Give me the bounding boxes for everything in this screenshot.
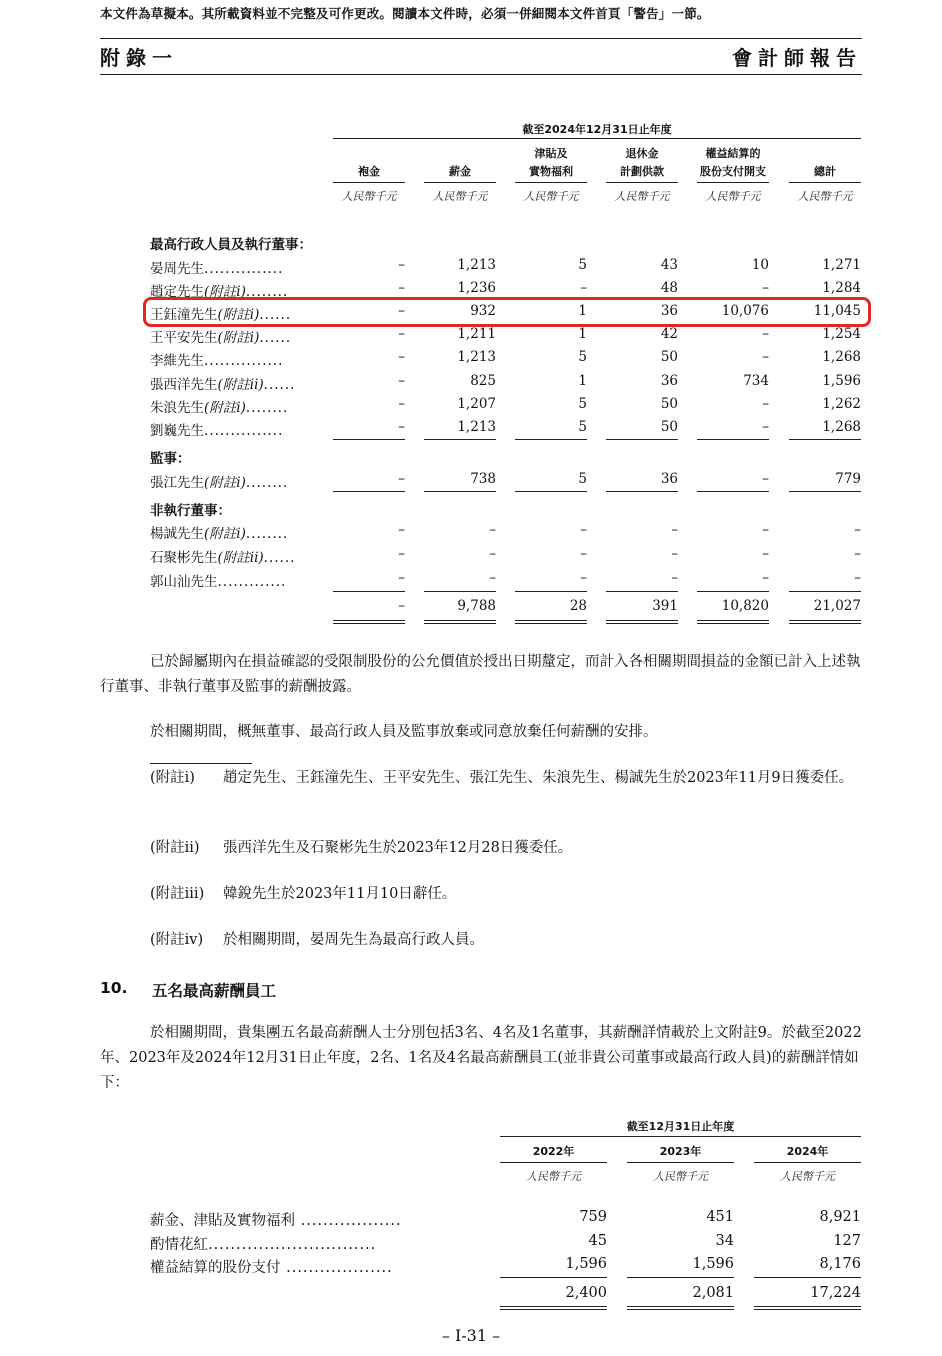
sum-rule xyxy=(500,1277,607,1278)
table-row xyxy=(0,396,942,416)
director-name: 晏周先生 xyxy=(150,261,204,277)
sum-rule xyxy=(697,491,769,492)
row-label xyxy=(150,257,283,277)
table2-period-rule xyxy=(500,1136,861,1137)
column-header-rule xyxy=(789,182,861,183)
sum-rule xyxy=(515,620,587,621)
sum-rule xyxy=(789,439,861,440)
table-cell: 825 xyxy=(470,373,496,389)
sum-rule xyxy=(697,591,769,592)
sum-rule xyxy=(333,491,405,492)
table-cell: 50 xyxy=(660,419,678,435)
table-cell: – xyxy=(398,349,405,365)
emolument-cell: 1,596 xyxy=(692,1256,734,1272)
total-cell: 2,400 xyxy=(565,1285,607,1301)
sum-rule-double xyxy=(754,1309,861,1310)
year-unit: 人民幣千元 xyxy=(653,1170,708,1183)
leader-dots: ........ xyxy=(245,400,289,416)
emolument-cell: 759 xyxy=(579,1209,607,1225)
director-name: 張江先生 xyxy=(150,475,204,491)
sum-rule xyxy=(754,1306,861,1307)
table-cell: 11,045 xyxy=(813,303,861,319)
emolument-cell: 45 xyxy=(588,1233,607,1249)
sum-rule-double xyxy=(333,623,405,624)
sum-rule xyxy=(333,439,405,440)
sum-rule xyxy=(789,491,861,492)
table-cell: 43 xyxy=(660,257,678,273)
table-cell: – xyxy=(398,326,405,342)
sum-rule xyxy=(754,1277,861,1278)
table-cell: 1,268 xyxy=(822,419,861,435)
sum-rule xyxy=(789,591,861,592)
column-header-rule xyxy=(515,182,587,183)
row-label xyxy=(150,349,283,369)
table-row xyxy=(0,522,942,542)
table-cell: – xyxy=(854,546,861,562)
table-cell: – xyxy=(854,570,861,586)
table-cell: – xyxy=(489,570,496,586)
column-header-line1: 津貼及 xyxy=(534,147,568,160)
column-header-line1: 權益結算的 xyxy=(705,147,761,160)
table-cell: – xyxy=(580,522,587,538)
table-cell: – xyxy=(762,546,769,562)
highlight-box xyxy=(143,297,871,327)
total-cell: 10,820 xyxy=(721,598,769,614)
header-rule xyxy=(100,38,862,39)
sum-rule xyxy=(424,439,496,440)
table1-period-rule xyxy=(333,138,861,139)
table-cell: 10 xyxy=(751,257,769,273)
director-name: 朱浪先生 xyxy=(150,400,204,416)
table-cell: 1,596 xyxy=(822,373,861,389)
column-header-line2: 袍金 xyxy=(358,165,380,178)
director-name: 趙定先生 xyxy=(150,284,204,300)
header-bottom-rule xyxy=(100,74,862,75)
year-rule xyxy=(627,1162,734,1163)
note-tag: (附註iv) xyxy=(150,932,204,948)
table-cell: – xyxy=(398,257,405,273)
sum-rule xyxy=(697,620,769,621)
draft-disclaimer: 本文件為草擬本。其所載資料並不完整及可作更改。閱讀本文件時，必須一併細閱本文件首頁「警告」一節。 xyxy=(100,6,710,21)
row-label xyxy=(150,546,295,566)
column-unit: 人民幣千元 xyxy=(523,190,579,203)
sum-rule xyxy=(606,439,678,440)
note-ref: (附註i) xyxy=(204,475,246,491)
leader-dots: ........ xyxy=(245,284,289,300)
table-cell: 1,284 xyxy=(822,280,861,296)
paragraph-share-fair-value: 已於歸屬期內在損益確認的受限制股份的公允價值於授出日期釐定，而計入各相關期間損益的金額已計入上述執行董事、非執行董事及監事的薪酬披露。 xyxy=(100,654,861,695)
year-rule xyxy=(500,1162,607,1163)
table-cell: – xyxy=(671,546,678,562)
table-cell: 50 xyxy=(660,349,678,365)
leader-dots: ........ xyxy=(245,526,289,542)
sum-rule xyxy=(606,491,678,492)
row-label xyxy=(150,471,288,491)
table-cell: – xyxy=(762,522,769,538)
column-header-rule xyxy=(697,182,769,183)
column-unit: 人民幣千元 xyxy=(705,190,761,203)
table-row xyxy=(0,546,942,566)
total-cell: 28 xyxy=(569,598,587,614)
emolument-label xyxy=(150,1209,402,1230)
note-tag: (附註ii) xyxy=(150,840,200,856)
table-cell: – xyxy=(398,546,405,562)
year-header: 2022年 xyxy=(532,1145,575,1158)
table-cell: 1 xyxy=(578,303,587,319)
year-header: 2023年 xyxy=(659,1145,702,1158)
table-cell: – xyxy=(398,373,405,389)
table-cell: 10,076 xyxy=(721,303,769,319)
leader-dots: ............... xyxy=(204,423,284,439)
director-name: 王鈺潼先生 xyxy=(150,307,218,323)
table-cell: 1,213 xyxy=(457,419,496,435)
sum-rule-double xyxy=(697,623,769,624)
row-label xyxy=(150,570,286,590)
column-header-line2: 總計 xyxy=(814,165,836,178)
note-ref: (附註i) xyxy=(204,284,246,300)
leader-dots: ...... xyxy=(263,377,296,393)
table-cell: 738 xyxy=(470,471,496,487)
sum-rule xyxy=(606,591,678,592)
note-text: 於相關期間，晏周先生為最高行政人員。 xyxy=(223,932,484,948)
table-row xyxy=(0,326,942,346)
appendix-label: 附錄一 xyxy=(100,46,178,70)
sum-rule xyxy=(424,491,496,492)
director-name: 李維先生 xyxy=(150,353,204,369)
note-ref: (附註i) xyxy=(204,400,246,416)
director-name: 石聚彬先生 xyxy=(150,550,218,566)
column-header-rule xyxy=(424,182,496,183)
table-cell: 1 xyxy=(578,373,587,389)
table-cell: – xyxy=(489,546,496,562)
sum-rule xyxy=(627,1306,734,1307)
table-cell: – xyxy=(398,570,405,586)
leader-dots: ...... xyxy=(259,330,292,346)
table-cell: 1,236 xyxy=(457,280,496,296)
table-cell: 1,211 xyxy=(457,326,496,342)
row-label xyxy=(150,396,288,416)
table2-period: 截至12月31日止年度 xyxy=(626,1120,735,1133)
sum-rule xyxy=(333,591,405,592)
column-header-rule xyxy=(333,182,405,183)
column-header-line2: 薪金 xyxy=(449,165,471,178)
section-supervisors: 監事： xyxy=(150,451,191,467)
sum-rule xyxy=(515,591,587,592)
report-title: 會計師報告 xyxy=(732,46,862,70)
table-cell: – xyxy=(580,280,587,296)
total-cell: 17,224 xyxy=(810,1285,861,1301)
emolument-cell: 34 xyxy=(715,1233,734,1249)
director-name: 張西洋先生 xyxy=(150,377,218,393)
total-cell: 2,081 xyxy=(692,1285,734,1301)
section10-paragraph: 於相關期間，貴集團五名最高薪酬人士分別包括3名、4名及1名董事，其薪酬詳情載於上文附註9。於截至2022年、2023年及2024年12月31日止年度，2名、1名及4名最高薪酬員工(並非貴公司董事或最高行政人員)的薪酬詳情如下： xyxy=(100,1025,862,1091)
director-name: 郭山汕先生 xyxy=(150,574,218,590)
note-tag: (附註iii) xyxy=(150,886,205,902)
emolument-label xyxy=(150,1233,376,1254)
leader-dots: .............................. xyxy=(208,1237,377,1253)
table-cell: – xyxy=(398,303,405,319)
table-cell: 5 xyxy=(578,419,587,435)
emolument-cell: 127 xyxy=(833,1233,861,1249)
table-cell: – xyxy=(762,349,769,365)
table1-period: 截至2024年12月31日止年度 xyxy=(522,123,672,136)
year-rule xyxy=(754,1162,861,1163)
emolument-name: 薪金、津貼及實物福利 xyxy=(150,1213,295,1229)
row-label xyxy=(150,373,295,393)
table-cell: 1 xyxy=(578,326,587,342)
sum-rule-double xyxy=(606,623,678,624)
table-cell: 36 xyxy=(660,303,678,319)
sum-rule xyxy=(500,1306,607,1307)
table-cell: – xyxy=(580,546,587,562)
table-cell: 42 xyxy=(660,326,678,342)
note-text: 張西洋先生及石聚彬先生於2023年12月28日獲委任。 xyxy=(223,840,573,856)
table-cell: 1,213 xyxy=(457,349,496,365)
table-cell: – xyxy=(762,471,769,487)
leader-dots: ............. xyxy=(217,574,287,590)
table-cell: – xyxy=(398,280,405,296)
table-cell: – xyxy=(762,570,769,586)
page-number: – I-31 – xyxy=(441,1326,501,1345)
table-cell: – xyxy=(762,326,769,342)
notes-rule xyxy=(150,763,252,764)
sum-rule-double xyxy=(424,623,496,624)
sum-rule xyxy=(627,1277,734,1278)
section10-title: 五名最高薪酬員工 xyxy=(152,982,277,1000)
total-cell: 9,788 xyxy=(457,598,496,614)
table-cell: – xyxy=(580,570,587,586)
table-cell: 1,262 xyxy=(822,396,861,412)
table-cell: – xyxy=(671,570,678,586)
table-cell: 50 xyxy=(660,396,678,412)
table-cell: – xyxy=(398,419,405,435)
table-cell: 1,271 xyxy=(822,257,861,273)
sum-rule-double xyxy=(500,1309,607,1310)
table-row xyxy=(0,419,942,439)
row-label xyxy=(150,326,291,346)
sum-rule xyxy=(424,620,496,621)
row-label xyxy=(150,522,288,542)
director-name: 楊誠先生 xyxy=(150,526,204,542)
emolument-cell: 8,176 xyxy=(819,1256,861,1272)
table-cell: 1,268 xyxy=(822,349,861,365)
table-cell: 779 xyxy=(835,471,861,487)
table-cell: – xyxy=(398,396,405,412)
note-ref: (附註ii) xyxy=(217,550,264,566)
note-text: 趙定先生、王鈺潼先生、王平安先生、張江先生、朱浪先生、楊誠先生於2023年11月9日獲委任。 xyxy=(223,770,854,786)
table-row xyxy=(0,373,942,393)
column-unit: 人民幣千元 xyxy=(614,190,670,203)
table-cell: 36 xyxy=(660,373,678,389)
table-cell: 932 xyxy=(470,303,496,319)
paragraph-waive-emoluments: 於相關期間，概無董事、最高行政人員及監事放棄或同意放棄任何薪酬的安排。 xyxy=(150,724,658,740)
section-exec-directors: 最高行政人員及執行董事： xyxy=(150,237,312,253)
note-ref: (附註i) xyxy=(204,526,246,542)
emolument-name: 權益結算的股份支付 xyxy=(150,1260,281,1276)
table-cell: 36 xyxy=(660,471,678,487)
table-cell: – xyxy=(854,522,861,538)
note-ref: (附註i) xyxy=(217,307,260,323)
table-cell: 5 xyxy=(578,471,587,487)
column-header-line1: 退休金 xyxy=(625,147,659,160)
sum-rule xyxy=(515,491,587,492)
leader-dots: ................... xyxy=(280,1260,393,1276)
leader-dots: ...... xyxy=(263,550,296,566)
table-cell: – xyxy=(398,522,405,538)
table-cell: – xyxy=(671,522,678,538)
table-cell: 1,254 xyxy=(822,326,861,342)
emolument-cell: 451 xyxy=(706,1209,734,1225)
sum-rule-double xyxy=(789,623,861,624)
total-cell: 391 xyxy=(652,598,678,614)
note-text: 韓銳先生於2023年11月10日辭任。 xyxy=(223,886,457,902)
sum-rule xyxy=(789,620,861,621)
leader-dots: ........ xyxy=(245,475,289,491)
sum-rule xyxy=(606,620,678,621)
note-tag: (附註i) xyxy=(150,770,195,786)
section-nonexec-directors: 非執行董事： xyxy=(150,503,231,519)
column-header-rule xyxy=(606,182,678,183)
total-row xyxy=(0,598,942,618)
leader-dots: ............... xyxy=(204,261,284,277)
table-cell: 5 xyxy=(578,257,587,273)
sum-rule xyxy=(424,591,496,592)
column-unit: 人民幣千元 xyxy=(432,190,488,203)
leader-dots: .................. xyxy=(295,1213,402,1229)
column-unit: 人民幣千元 xyxy=(341,190,397,203)
sum-rule-double xyxy=(627,1309,734,1310)
year-header: 2024年 xyxy=(786,1145,829,1158)
table-cell: – xyxy=(762,396,769,412)
note-ref: (附註i) xyxy=(217,330,260,346)
note-ref: (附註ii) xyxy=(217,377,264,393)
table-row xyxy=(0,570,942,590)
sum-rule xyxy=(515,439,587,440)
column-header-line2: 股份支付開支 xyxy=(700,165,766,178)
table-cell: 1,213 xyxy=(457,257,496,273)
table-cell: 5 xyxy=(578,396,587,412)
table-cell: – xyxy=(398,471,405,487)
column-header-line2: 實物福利 xyxy=(529,165,573,178)
total-cell: 21,027 xyxy=(813,598,861,614)
row-label xyxy=(150,419,283,439)
table-cell: – xyxy=(762,419,769,435)
director-name: 劉巍先生 xyxy=(150,423,204,439)
total-cell: – xyxy=(398,598,405,614)
table-row xyxy=(0,471,942,491)
year-unit: 人民幣千元 xyxy=(526,1170,581,1183)
leader-dots: ...... xyxy=(259,307,292,323)
table-cell: – xyxy=(762,280,769,296)
emolument-name: 酌情花紅 xyxy=(150,1237,208,1253)
sum-rule xyxy=(697,439,769,440)
emolument-label xyxy=(150,1256,393,1277)
table-cell: 5 xyxy=(578,349,587,365)
leader-dots: ............... xyxy=(204,353,284,369)
director-name: 王平安先生 xyxy=(150,330,218,346)
column-header-line2: 計劃供款 xyxy=(620,165,664,178)
table-row xyxy=(0,257,942,277)
table-cell: 48 xyxy=(660,280,678,296)
emolument-cell: 1,596 xyxy=(565,1256,607,1272)
column-unit: 人民幣千元 xyxy=(797,190,853,203)
table-cell: 734 xyxy=(743,373,769,389)
table-cell: – xyxy=(489,522,496,538)
section10-number: 10. xyxy=(100,979,128,997)
year-unit: 人民幣千元 xyxy=(780,1170,835,1183)
sum-rule-double xyxy=(515,623,587,624)
table-row xyxy=(0,349,942,369)
sum-rule xyxy=(333,620,405,621)
table-cell: 1,207 xyxy=(457,396,496,412)
emolument-cell: 8,921 xyxy=(819,1209,861,1225)
